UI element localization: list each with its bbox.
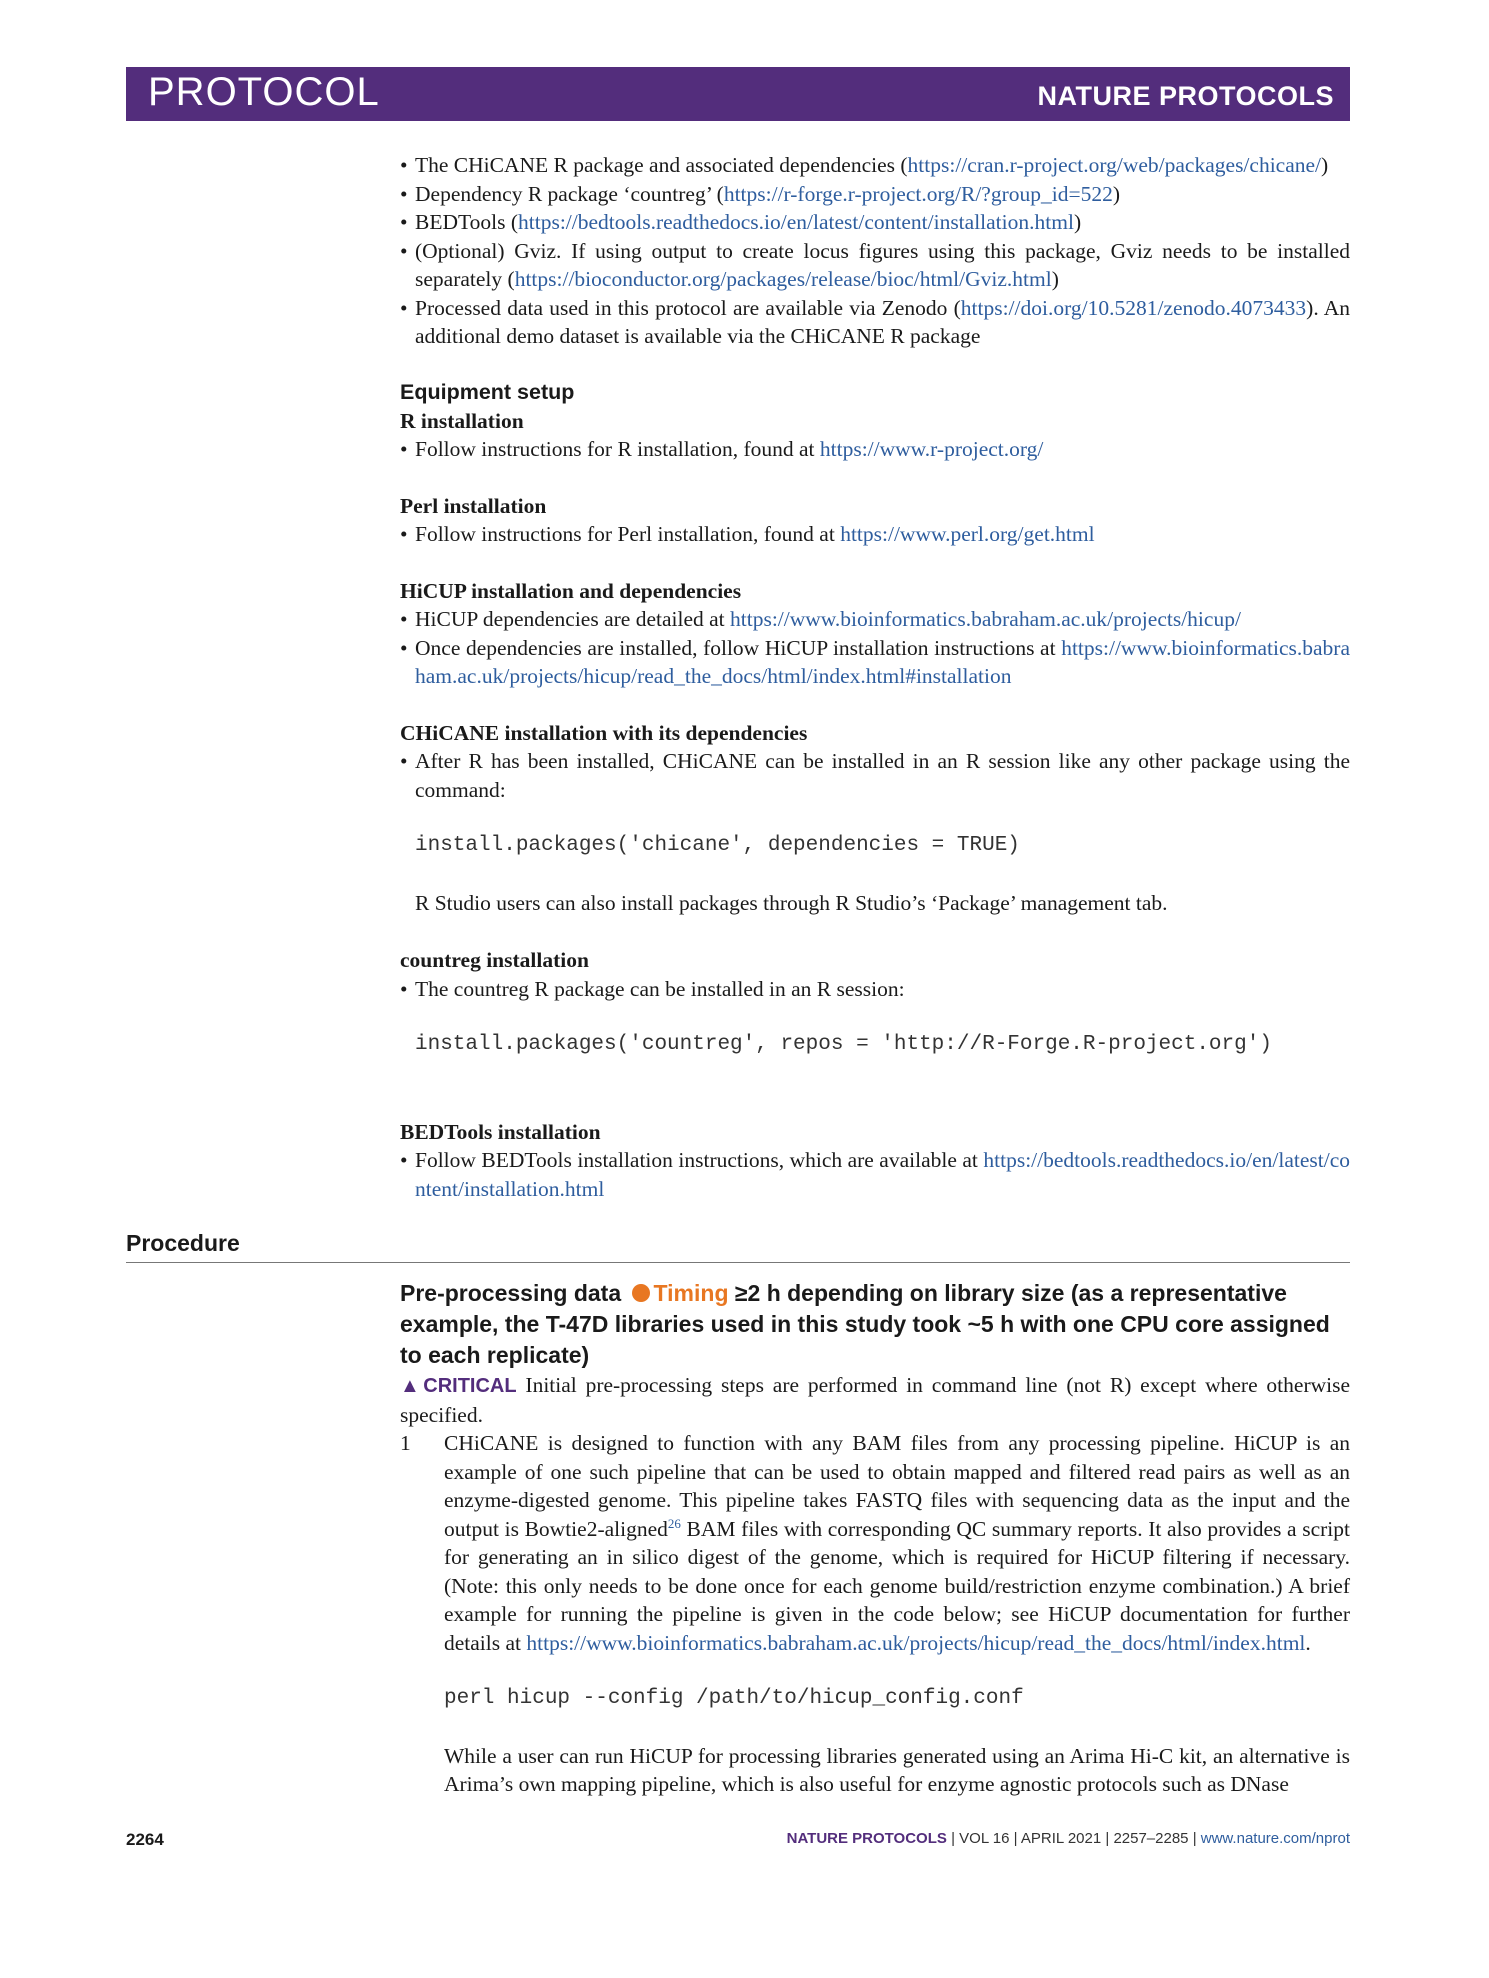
list-item: • (Optional) Gviz. If using output to create locus figures using this package, Gviz needs to be installed separately (https://bioconductor.org/packages/release/bioc/html/Gviz.html) bbox=[400, 237, 1350, 294]
subheading: CHiCANE installation with its dependencies bbox=[400, 720, 808, 745]
timing-label: Timing bbox=[653, 1280, 729, 1306]
hicup-link[interactable]: https://www.bioinformatics.babraham.ac.uk/projects/hicup/ bbox=[730, 607, 1241, 631]
list-item: • After R has been installed, CHiCANE can be installed in an R session like any other package using the command: bbox=[400, 747, 1350, 804]
r-project-link[interactable]: https://www.r-project.org/ bbox=[819, 437, 1044, 461]
section-heading: Pre-processing data Timing ≥2 h depending on library size (as a representative example, the T-47D libraries used in this study took ~5 h with one CPU core assigned to each replicate) bbox=[400, 1280, 1330, 1368]
critical-note: ▲CRITICAL Initial pre-processing steps are performed in command line (not R) except where otherwise specified. bbox=[400, 1373, 1351, 1427]
subheading: Perl installation bbox=[400, 493, 547, 518]
bedtools-link[interactable]: https://bedtools.readthedocs.io/en/latest/content/installation.html bbox=[518, 210, 1074, 234]
journal-banner bbox=[126, 67, 1350, 121]
zenodo-link[interactable]: https://doi.org/10.5281/zenodo.4073433 bbox=[960, 295, 1307, 320]
code-block: perl hicup --config /path/to/hicup_config.conf bbox=[444, 1687, 1024, 1710]
article-type-label: PROTOCOL bbox=[148, 70, 380, 114]
subheading: HiCUP installation and dependencies bbox=[400, 578, 742, 603]
step-number: 1 bbox=[400, 1431, 411, 1455]
procedure-label: Procedure bbox=[126, 1230, 240, 1256]
code-block: install.packages('chicane', dependencies = TRUE) bbox=[415, 834, 1020, 857]
list-item: • Once dependencies are installed, follow HiCUP installation instructions at https://www.bioinformatics.babraham.ac.uk/projects/hicup/read_the_docs/html/index.html#installation bbox=[400, 634, 1350, 691]
perl-link[interactable]: https://www.perl.org/get.html bbox=[840, 522, 1095, 546]
journal-url-link[interactable]: www.nature.com/nprot bbox=[1200, 1830, 1350, 1847]
page-number: 2264 bbox=[126, 1830, 164, 1849]
code-block: install.packages('countreg', repos = 'http://R-Forge.R-project.org') bbox=[415, 1033, 1272, 1056]
gviz-link[interactable]: https://bioconductor.org/packages/release/bioc/html/Gviz.html bbox=[514, 267, 1052, 291]
list-item: • Follow instructions for R installation, found at https://www.r-project.org/ bbox=[400, 435, 1350, 464]
list-item: • Follow BEDTools installation instructions, which are available at https://bedtools.readthedocs.io/en/latest/content/installation.html bbox=[400, 1146, 1350, 1203]
list-item: • BEDTools (https://bedtools.readthedocs.io/en/latest/content/installation.html) bbox=[400, 208, 1350, 237]
list-item: • The CHiCANE R package and associated dependencies (https://cran.r-project.org/web/packages/chicane/) bbox=[400, 151, 1350, 180]
list-item: • Dependency R package ‘countreg’ (https://r-forge.r-project.org/R/?group_id=522) bbox=[400, 180, 1350, 209]
hicup-install-link[interactable]: https://www.bioinformatics.babraham.ac.uk/projects/hicup/read_the_docs/html/index.html#installation bbox=[415, 635, 1350, 688]
subheading: R installation bbox=[400, 408, 524, 433]
bedtools-install-link[interactable]: https://bedtools.readthedocs.io/en/latest/content/installation.html bbox=[415, 1148, 1350, 1201]
subheading: BEDTools installation bbox=[400, 1119, 601, 1144]
reference-link[interactable]: 26 bbox=[667, 1515, 681, 1531]
timing-icon bbox=[632, 1284, 650, 1302]
paragraph: R Studio users can also install packages through R Studio’s ‘Package’ management tab. bbox=[415, 890, 1168, 915]
subheading: countreg installation bbox=[400, 948, 589, 972]
paragraph: While a user can run HiCUP for processing libraries generated using an Arima Hi-C kit, an alternative is Arima’s own mapping pipeline, which is also useful for enzyme agnostic protocols such as DNase bbox=[444, 1743, 1350, 1796]
journal-name: NATURE PROTOCOLS bbox=[1037, 81, 1334, 111]
materials-list bbox=[400, 151, 1350, 351]
procedure-step: 1 CHiCANE is designed to function with any BAM files from any processing pipeline. HiCUP is an example of one such pipeline that can be used to obtain mapped and filtered read pairs as well as an enzyme-digested genome. This pipeline takes FASTQ files with sequencing data as the input and the output is Bowtie2-aligned$^{26}$ BAM files with corresponding QC summary reports. It also provides a script for generating an in silico digest of the genome, which is required for HiCUP filtering if necessary. (Note: this only needs to be done once for each genome build/restriction enzyme combination.) A brief example for running the pipeline is given in the code below; see HiCUP documentation for further details at https://www.bioinformatics.babraham.ac.uk/projects/hicup/read_the_docs/html/index.html. bbox=[400, 1431, 1350, 1655]
hicup-docs-link[interactable]: https://www.bioinformatics.babraham.ac.uk/projects/hicup/read_the_docs/html/index.html bbox=[526, 1630, 1306, 1655]
section-heading: Equipment setup bbox=[400, 380, 575, 404]
list-item: • Follow instructions for Perl installation, found at https://www.perl.org/get.html bbox=[400, 520, 1350, 549]
critical-icon: ▲ bbox=[400, 1375, 424, 1397]
list-item: • The countreg R package can be installed in an R session: bbox=[400, 975, 1350, 1004]
list-item: • HiCUP dependencies are detailed at https://www.bioinformatics.babraham.ac.uk/projects/hicup/ bbox=[400, 605, 1350, 634]
countreg-link[interactable]: https://r-forge.r-project.org/R/?group_id=522 bbox=[723, 181, 1113, 206]
divider bbox=[126, 1262, 1350, 1263]
timing-text: ≥2 h depending on library size (as a representative example, the T-47D libraries used in this study took ~5 h with one CPU core assigned to each replicate) bbox=[400, 1280, 1330, 1368]
critical-label: CRITICAL bbox=[423, 1375, 517, 1397]
footer-citation: NATURE PROTOCOLS | VOL 16 | APRIL 2021 | 2257–2285 | www.nature.com/nprot bbox=[786, 1830, 1350, 1847]
list-item: • Processed data used in this protocol are available via Zenodo (https://doi.org/10.5281/zenodo.4073433). An additional demo dataset is available via the CHiCANE R package bbox=[400, 294, 1350, 351]
chicane-cran-link[interactable]: https://cran.r-project.org/web/packages/chicane/ bbox=[907, 153, 1322, 177]
procedure-section bbox=[400, 1278, 1350, 1799]
equipment-setup bbox=[400, 378, 1350, 1203]
